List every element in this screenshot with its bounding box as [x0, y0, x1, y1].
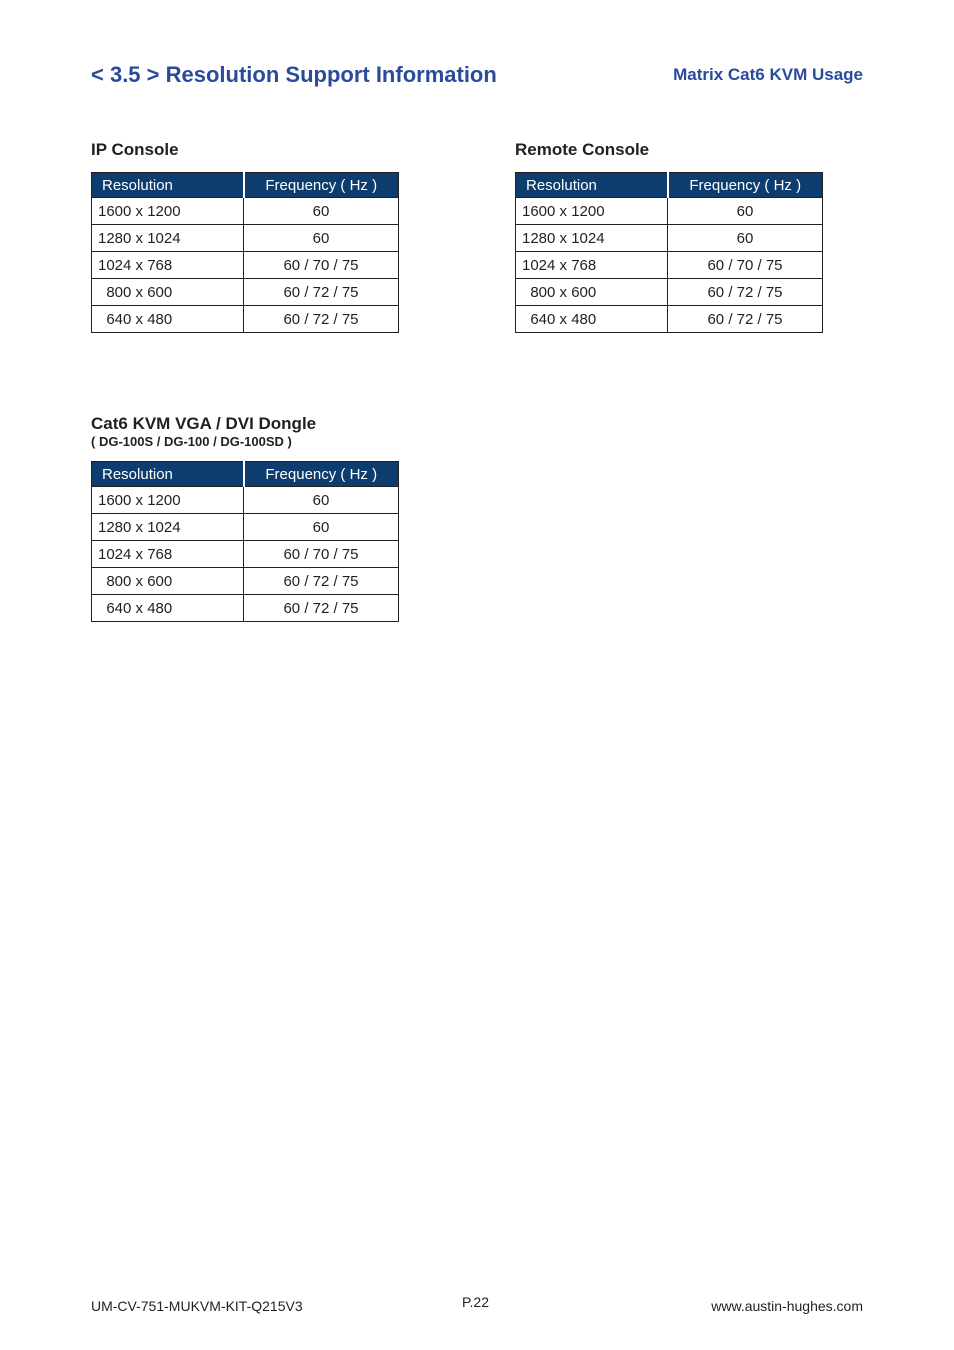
frequency-cell: 60 / 72 / 75 — [244, 568, 399, 595]
remote-console-table — [515, 172, 823, 333]
table-row — [92, 198, 399, 225]
ip-console-heading: IP Console — [91, 140, 179, 159]
frequency-cell: 60 / 72 / 75 — [244, 595, 399, 622]
frequency-cell: 60 / 72 / 75 — [244, 279, 399, 306]
resolution-cell: 1600 x 1200 — [92, 198, 244, 225]
frequency-cell: 60 / 72 / 75 — [244, 306, 399, 333]
frequency-cell: 60 — [244, 198, 399, 225]
table-row — [516, 198, 823, 225]
frequency-cell: 60 — [244, 514, 399, 541]
resolution-cell: 1600 x 1200 — [92, 487, 244, 514]
ip-console-table — [91, 172, 399, 333]
resolution-cell: 640 x 480 — [92, 595, 244, 622]
column-header-resolution: Resolution — [516, 173, 668, 198]
frequency-cell: 60 / 70 / 75 — [668, 252, 823, 279]
column-header-frequency: Frequency ( Hz ) — [244, 462, 399, 487]
header-product-label: Matrix Cat6 KVM Usage — [673, 65, 863, 84]
resolution-cell: 1024 x 768 — [92, 541, 244, 568]
frequency-cell: 60 — [244, 487, 399, 514]
resolution-cell: 1280 x 1024 — [92, 225, 244, 252]
table-row — [92, 306, 399, 333]
table-row — [92, 541, 399, 568]
remote-console-heading: Remote Console — [515, 140, 650, 159]
resolution-cell: 1024 x 768 — [516, 252, 668, 279]
table-row — [92, 514, 399, 541]
table-row — [92, 568, 399, 595]
dongle-models: ( DG-100S / DG-100 / DG-100SD ) — [91, 434, 292, 449]
table-row — [92, 279, 399, 306]
footer-website: www.austin-hughes.com — [711, 1298, 863, 1314]
dongle-table — [91, 461, 399, 622]
resolution-cell: 1280 x 1024 — [516, 225, 668, 252]
resolution-cell: 1600 x 1200 — [516, 198, 668, 225]
resolution-cell: 1024 x 768 — [92, 252, 244, 279]
footer-doc-id: UM-CV-751-MUKVM-KIT-Q215V3 — [91, 1298, 303, 1314]
frequency-cell: 60 / 70 / 75 — [244, 252, 399, 279]
column-header-resolution: Resolution — [92, 173, 244, 198]
table-row — [516, 279, 823, 306]
resolution-cell: 640 x 480 — [516, 306, 668, 333]
table-row — [516, 225, 823, 252]
table-header-row — [516, 173, 823, 198]
frequency-cell: 60 / 72 / 75 — [668, 306, 823, 333]
table-row — [92, 252, 399, 279]
frequency-cell: 60 — [668, 225, 823, 252]
table-header-row — [92, 462, 399, 487]
table-row — [516, 252, 823, 279]
resolution-cell: 800 x 600 — [516, 279, 668, 306]
resolution-cell: 800 x 600 — [92, 279, 244, 306]
frequency-cell: 60 / 72 / 75 — [668, 279, 823, 306]
resolution-cell: 800 x 600 — [92, 568, 244, 595]
table-header-row — [92, 173, 399, 198]
table-row — [92, 225, 399, 252]
table-row — [516, 306, 823, 333]
page-title: < 3.5 > Resolution Support Information — [91, 62, 497, 87]
resolution-cell: 1280 x 1024 — [92, 514, 244, 541]
frequency-cell: 60 / 70 / 75 — [244, 541, 399, 568]
table-row — [92, 595, 399, 622]
column-header-resolution: Resolution — [92, 462, 244, 487]
frequency-cell: 60 — [668, 198, 823, 225]
frequency-cell: 60 — [244, 225, 399, 252]
dongle-heading: Cat6 KVM VGA / DVI Dongle — [91, 414, 317, 433]
footer-page-number: P.22 — [462, 1294, 489, 1310]
column-header-frequency: Frequency ( Hz ) — [244, 173, 399, 198]
table-row — [92, 487, 399, 514]
resolution-cell: 640 x 480 — [92, 306, 244, 333]
column-header-frequency: Frequency ( Hz ) — [668, 173, 823, 198]
